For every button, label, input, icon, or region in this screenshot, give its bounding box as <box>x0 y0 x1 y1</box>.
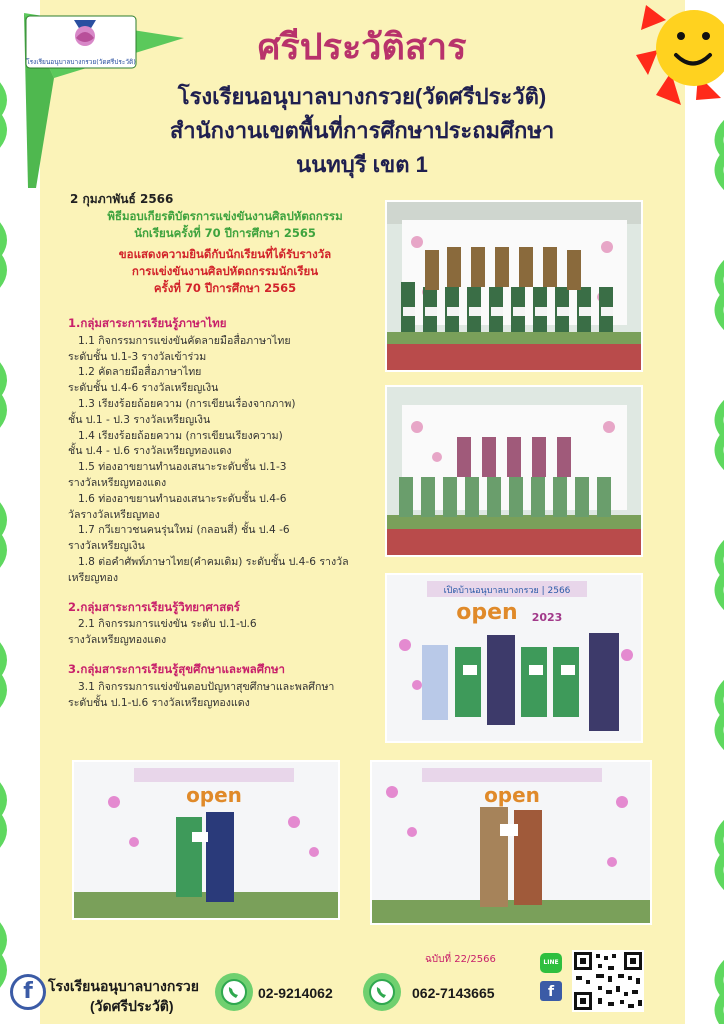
school-name-block <box>120 80 604 182</box>
list-item: 1.4 เรียงร้อยถ้อยความ (การเขียนเรียงความ) <box>78 429 283 442</box>
heading-line: นักเรียนครั้งที่ 70 ปีการศึกษา 2565 <box>134 226 316 240</box>
footer-school-name: โรงเรียนอนุบาลบางกรวย <box>48 978 199 994</box>
list-item: 1.8 ต่อคำศัพท์ภาษาไทย(คำคมเดิม) ระดับชั้น ป.4-6 รางวัล <box>78 555 349 568</box>
phone-number-1: 02-9214062 <box>258 985 333 1001</box>
section-health <box>68 662 380 711</box>
banner-text: เปิดบ้านอนุบาลบางกรวย | 2566 <box>443 586 571 596</box>
qr-code[interactable] <box>572 950 644 1012</box>
section-thai <box>68 316 380 587</box>
facebook-icon-glyph: f <box>547 984 555 1000</box>
list-item: ระดับชั้น ป.1-ป.6 รางวัลเหรียญทองแดง <box>68 696 250 709</box>
list-item: รางวัลเหรียญทองแดง <box>68 634 167 647</box>
list-item: ชั้น ป.1 - ป.3 รางวัลเหรียญเงิน <box>68 413 211 426</box>
list-item: วัลรางวัลเหรียญทอง <box>68 508 160 521</box>
facebook-circle-icon[interactable] <box>10 974 46 1010</box>
whatsapp-icon[interactable] <box>214 972 254 1012</box>
list-item: 1.3 เรียงร้อยถ้อยความ (การเขียนเรื่องจากภาพ) <box>78 397 296 410</box>
school-name: โรงเรียนอนุบาลบางกรวย(วัดศรีประวัติ) <box>177 84 547 109</box>
list-item: 1.2 คัดลายมือสื่อภาษาไทย <box>78 366 202 379</box>
banner-open: open <box>456 600 518 625</box>
section-title: 2.กลุ่มสาระการเรียนรู้วิทยาศาสตร์ <box>68 599 240 614</box>
heading-line: พิธีมอบเกียรติบัตรการแข่งขันงานศิลปหัตถกรรม <box>107 209 343 223</box>
award-photo-5 <box>370 760 652 925</box>
education-district: นนทบุรี เขต 1 <box>296 152 428 177</box>
whatsapp-icon[interactable] <box>362 972 402 1012</box>
heading-line: ขอแสดงความยินดีกับนักเรียนที่ได้รับรางวัล <box>118 247 332 261</box>
banner-open: open <box>484 783 540 807</box>
list-item: ชั้น ป.4 - ป.6 รางวัลเหรียญทองแดง <box>68 445 232 458</box>
newsletter-title: ศรีประวัติสาร <box>257 26 467 67</box>
facebook-circle-glyph: f <box>23 979 33 1004</box>
congratulations-heading <box>70 246 380 297</box>
list-item: 2.1 กิจกรรมการแข่งขัน ระดับ ป.1-ป.6 <box>78 618 257 631</box>
list-item: ระดับชั้น ป.1-3 รางวัลเข้าร่วม <box>68 350 207 363</box>
banner-year: 2023 <box>531 611 563 624</box>
list-item: 1.5 ท่องอาขยานทำนองเสนาะระดับชั้น ป.1-3 <box>78 461 287 474</box>
list-item: 1.1 กิจกรรมการแข่งขันคัดลายมือสื่อภาษาไทย <box>78 334 291 347</box>
list-item: เหรียญทอง <box>68 571 119 584</box>
section-science <box>68 600 380 649</box>
list-item: ระดับชั้น ป.4-6 รางวัลเหรียญเงิน <box>68 382 219 395</box>
line-icon[interactable] <box>540 953 562 973</box>
section-title: 1.กลุ่มสาระการเรียนรู้ภาษาไทย <box>68 316 227 330</box>
issue-number: ฉบับที่ 22/2566 <box>425 954 496 965</box>
list-item: 3.1 กิจกรรมการแข่งขันตอบปัญหาสุขศึกษาและพลศึกษา <box>78 680 335 693</box>
group-photo-3 <box>385 573 643 743</box>
ceremony-heading <box>70 208 380 242</box>
banner-open: open <box>186 783 242 807</box>
heading-line: ครั้งที่ 70 ปีการศึกษา 2565 <box>153 281 297 295</box>
logo-caption: โรงเรียนอนุบาลบางกรวย(วัดศรีประวัติ) <box>26 58 136 66</box>
awards-list <box>68 316 380 724</box>
publish-date: 2 กุมภาพันธ์ 2566 <box>70 192 174 206</box>
facebook-icon[interactable] <box>540 981 562 1001</box>
list-item: รางวัลเหรียญเงิน <box>68 540 145 553</box>
list-item: 1.6 ท่องอาขยานทำนองเสนาะระดับชั้น ป.4-6 <box>78 492 287 505</box>
footer-school-sub: (วัดศรีประวัติ) <box>90 998 174 1014</box>
award-photo-4 <box>72 760 340 920</box>
phone-number-2: 062-7143665 <box>412 985 495 1001</box>
line-icon-label: LINE <box>543 959 559 966</box>
education-office: สำนักงานเขตพื้นที่การศึกษาประถมศึกษา <box>169 118 555 143</box>
group-photo-1 <box>385 200 643 372</box>
list-item: 1.7 กวีเยาวชนคนรุ่นใหม่ (กลอนสี่) ชั้น ป.4 -6 <box>78 524 290 537</box>
group-photo-2 <box>385 385 643 557</box>
section-title: 3.กลุ่มสาระการเรียนรู้สุขศึกษาและพลศึกษา <box>68 661 286 676</box>
heading-line: การแข่งขันงานศิลปหัตถกรรมนักเรียน <box>131 264 319 278</box>
list-item: รางวัลเหรียญทองแดง <box>68 476 167 489</box>
